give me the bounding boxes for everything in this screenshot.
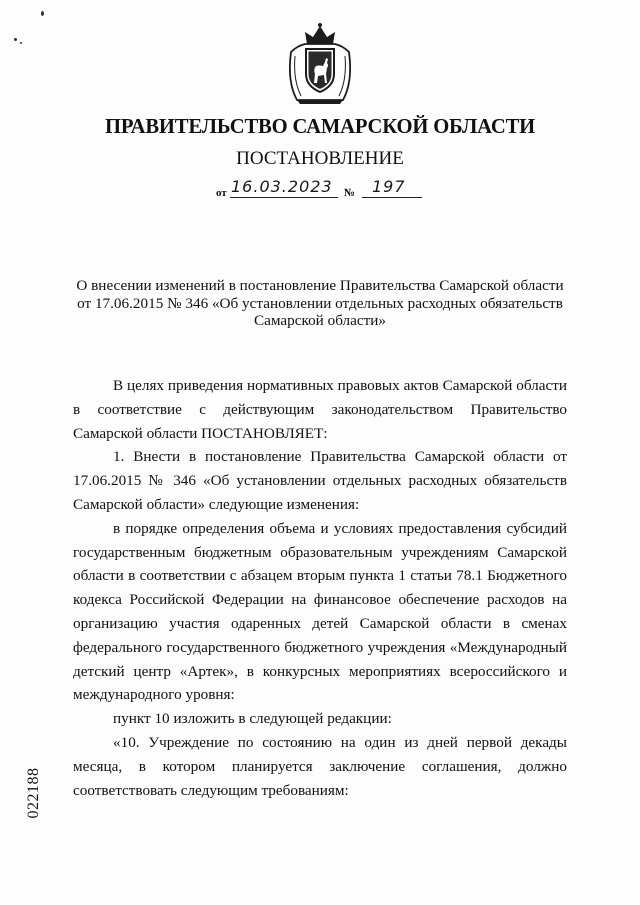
number-prefix: № <box>344 187 356 199</box>
serial-text: 022188 <box>25 767 42 819</box>
government-title: ПРАВИТЕЛЬСТВО САМАРСКОЙ ОБЛАСТИ <box>104 114 536 138</box>
subject-line: Самарской области» <box>254 312 386 329</box>
body-paragraph: в порядке определения объема и условиях предоставления субсидий государственным бюджетным образовательным учреждениям Самарской области в соответствии с абзацем вторым пункта 1 статьи 78.1 Бюджетного кодекса Российской Федерации на финансовое обеспечение расходов на организацию участия одаренных детей Самарской области в сменах федерального государственного бюджетного учреждения «Международный детский центр «Артек», в конкурсных мероприятиях всероссийского и международного уровня: <box>73 519 567 704</box>
body-paragraph: В целях приведения нормативных правовых актов Самарской области в соответствие с действующим законодательством Правительство Самарской области ПОСТАНОВЛЯЕТ: <box>73 377 567 442</box>
body-paragraph: 1. Внести в постановление Правительства Самарской области от 17.06.2015 № 346 «Об установлении отдельных расходных обязательств Самарской области» следующие изменения: <box>73 448 567 513</box>
scan-speck <box>20 42 22 44</box>
coat-of-arms-icon <box>283 22 357 106</box>
body-paragraph: пункт 10 изложить в следующей редакции: <box>113 710 392 728</box>
date-underline <box>230 197 338 198</box>
subject-line: О внесении изменений в постановление Правительства Самарской области <box>76 277 564 294</box>
scan-speck <box>41 11 44 16</box>
number-underline <box>362 197 422 198</box>
decree-number-line <box>216 178 436 204</box>
decree-date: 16.03.2023 <box>231 177 333 196</box>
decree-subject <box>60 277 580 330</box>
decree-number: 197 <box>372 177 406 196</box>
subject-line: от 17.06.2015 № 346 «Об установлении отдельных расходных обязательств <box>77 294 563 312</box>
document-type: ПОСТАНОВЛЕНИЕ <box>236 148 404 169</box>
scan-speck <box>14 38 17 41</box>
side-serial-number <box>22 762 46 824</box>
body-paragraph: «10. Учреждение по состоянию на один из дней первой декады месяца, в котором планируется заключение соглашения, должно соответствовать следующим требованиям: <box>73 733 567 799</box>
date-prefix: от <box>216 187 227 199</box>
decree-body <box>73 374 567 802</box>
